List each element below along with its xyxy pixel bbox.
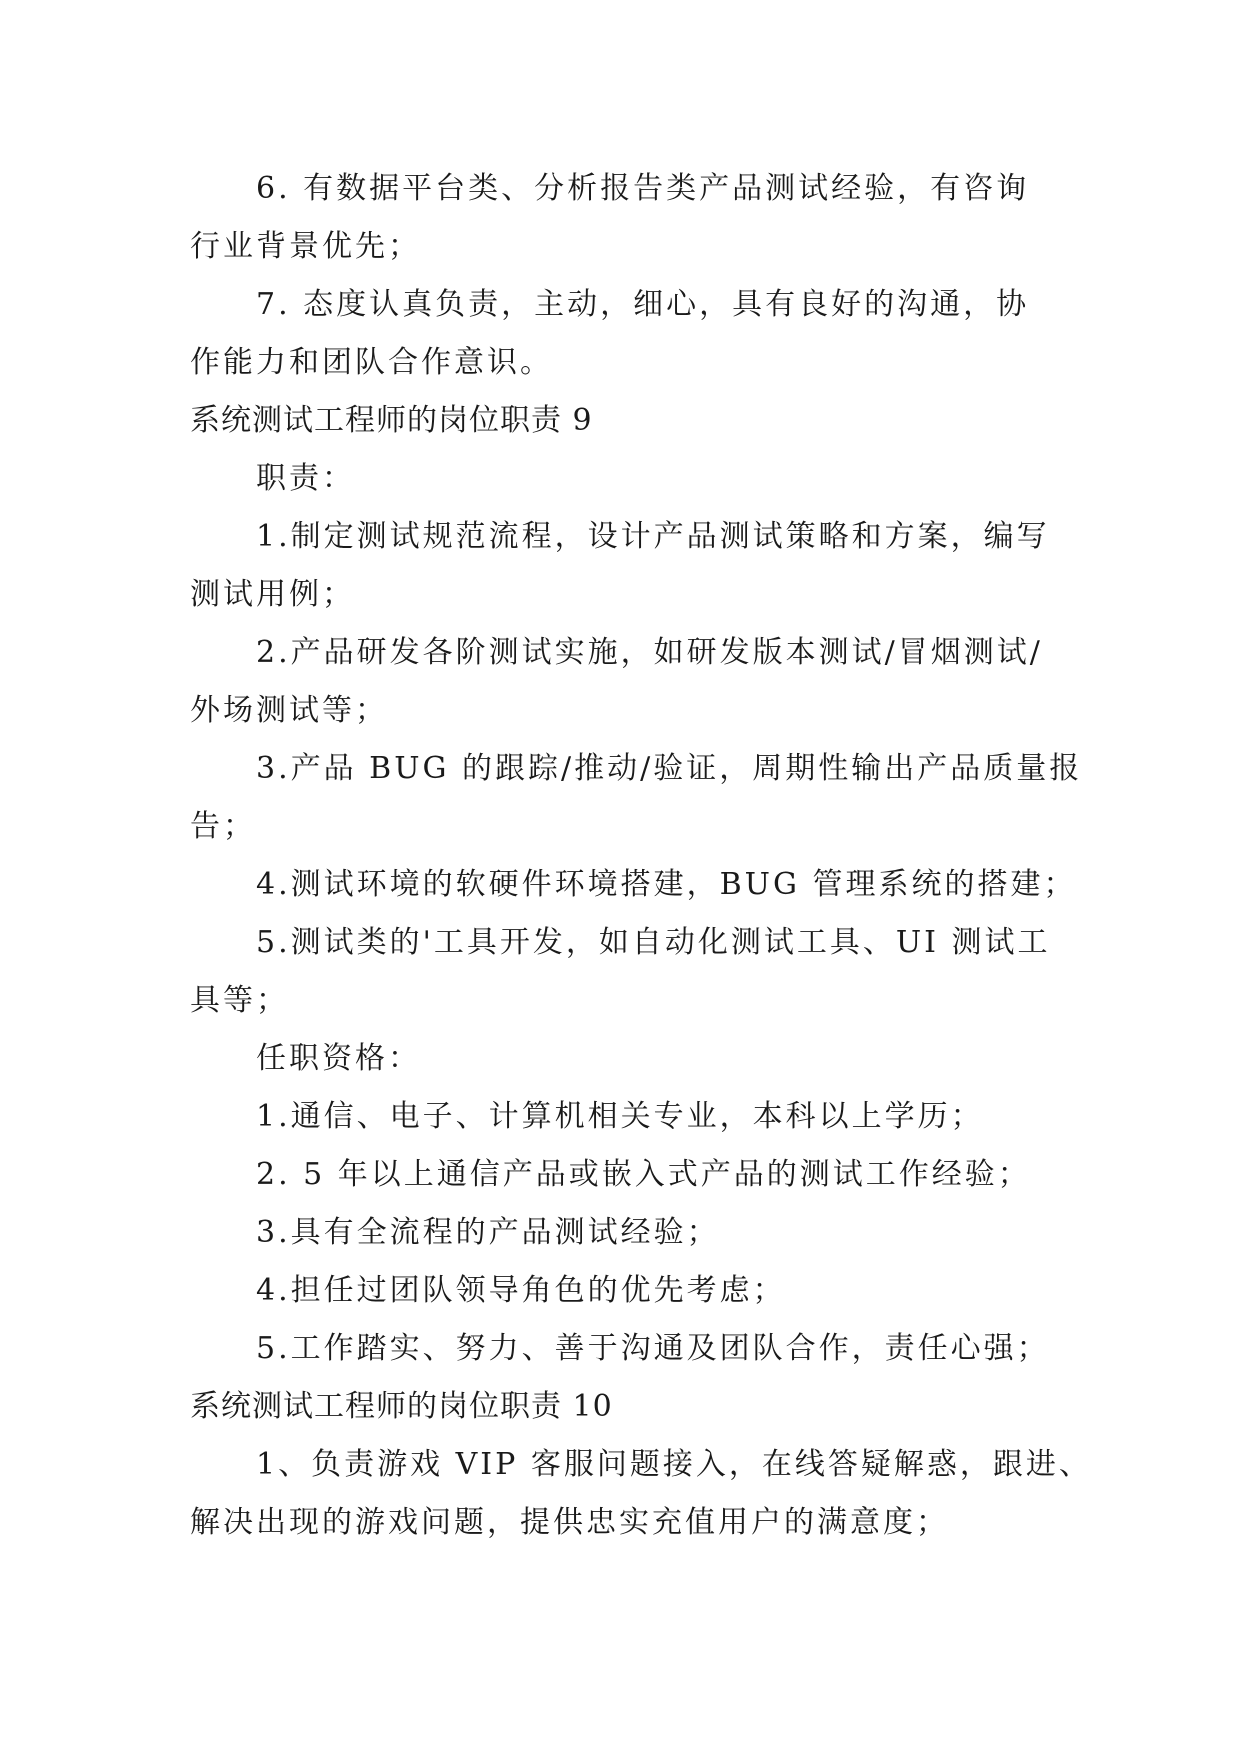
paragraph-line: 3.具有全流程的产品测试经验；	[256, 1215, 720, 1250]
subsection-label: 职责：	[256, 461, 355, 496]
section-heading: 系统测试工程师的岗位职责 9	[190, 403, 593, 438]
paragraph-line: 4.测试环境的软硬件环境搭建，BUG 管理系统的搭建；	[256, 867, 1077, 902]
paragraph-line: 4.担任过团队领导角色的优先考虑；	[256, 1273, 786, 1308]
paragraph-line: 2. 5 年以上通信产品或嵌入式产品的测试工作经验；	[256, 1157, 1031, 1192]
paragraph-line: 5.工作踏实、努力、善于沟通及团队合作，责任心强；	[256, 1331, 1050, 1366]
paragraph-line: 1.通信、电子、计算机相关专业，本科以上学历；	[256, 1099, 984, 1134]
paragraph-line: 2.产品研发各阶测试实施，如研发版本测试/冒烟测试/	[256, 635, 1043, 670]
section-heading: 系统测试工程师的岗位职责 10	[190, 1389, 613, 1424]
paragraph-line: 1、负责游戏 VIP 客服问题接入，在线答疑解惑，跟进、	[256, 1447, 1092, 1482]
paragraph-line: 行业背景优先；	[190, 229, 421, 264]
paragraph-line: 告；	[190, 809, 256, 844]
subsection-label: 任职资格：	[256, 1041, 421, 1076]
paragraph-line: 1.制定测试规范流程，设计产品测试策略和方案，编写	[256, 519, 1050, 554]
paragraph-line: 7. 态度认真负责，主动，细心，具有良好的沟通，协	[256, 287, 1030, 322]
paragraph-line: 作能力和团队合作意识。	[190, 345, 553, 380]
paragraph-line: 6. 有数据平台类、分析报告类产品测试经验，有咨询	[256, 171, 1030, 206]
paragraph-line: 测试用例；	[190, 577, 355, 612]
document-page	[190, 160, 1092, 1552]
paragraph-line: 解决出现的游戏问题，提供忠实充值用户的满意度；	[190, 1505, 949, 1540]
paragraph-line: 外场测试等；	[190, 693, 388, 728]
paragraph-line: 3.产品 BUG 的跟踪/推动/验证，周期性输出产品质量报	[256, 751, 1083, 786]
paragraph-line: 5.测试类的'工具开发，如自动化测试工具、UI 测试工	[256, 925, 1051, 960]
paragraph-line: 具等；	[190, 983, 289, 1018]
